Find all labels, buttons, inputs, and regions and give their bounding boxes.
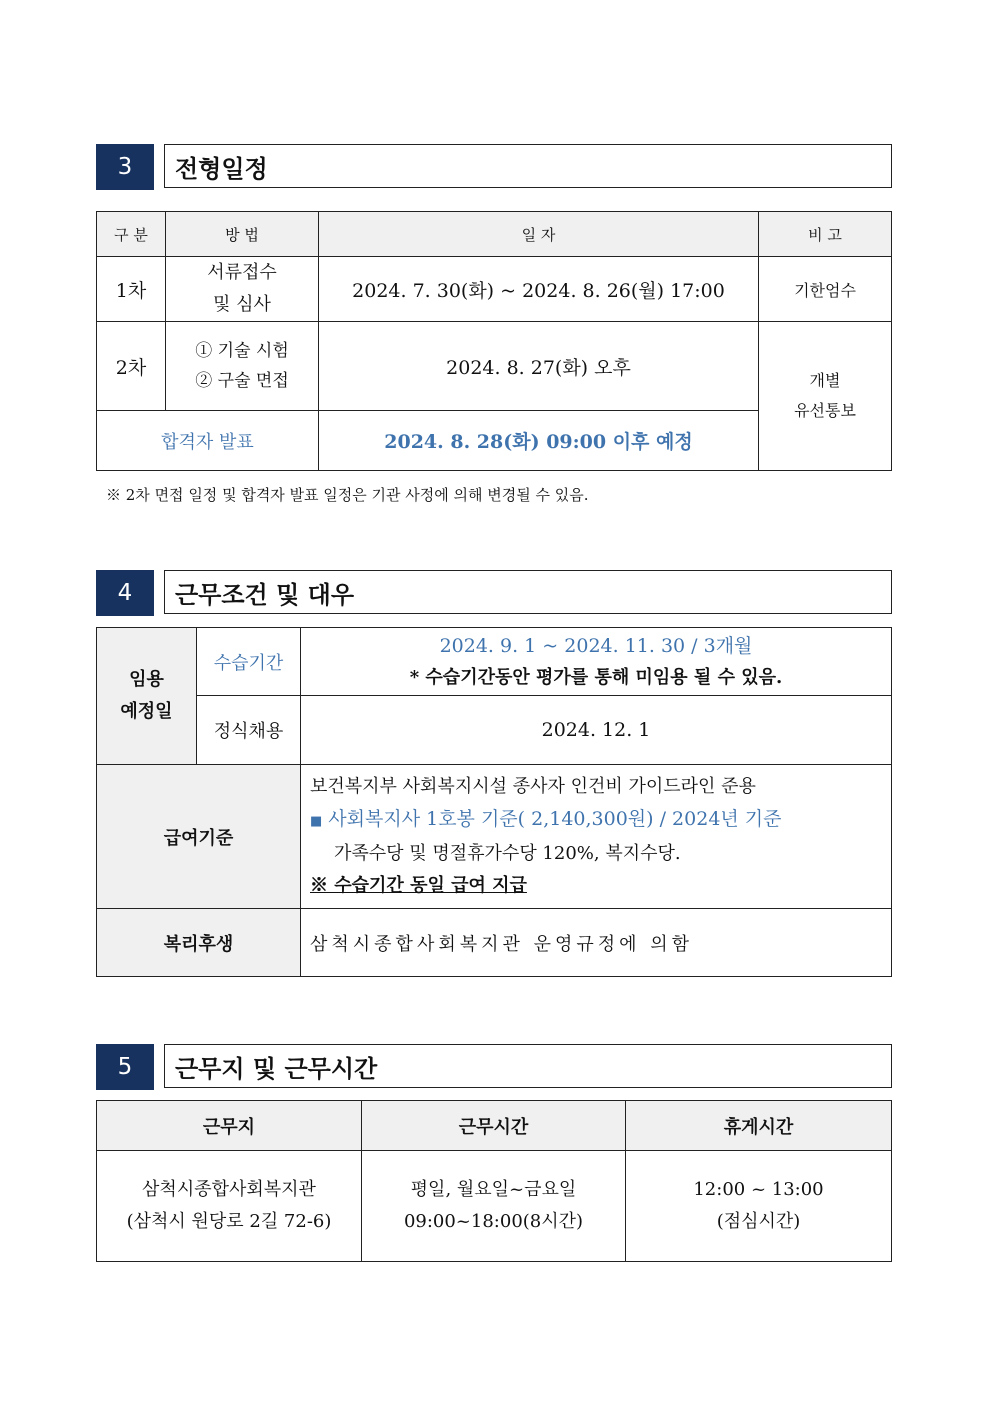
salary-line3: 가족수당 및 명절휴가수당 120%, 복지수당. [334, 843, 681, 864]
note-2 [759, 322, 892, 471]
appoint-date-label [97, 628, 197, 765]
stage-1: 1차 [97, 257, 166, 322]
salary-value [301, 765, 892, 909]
schedule-table [96, 211, 892, 471]
col-header-stage: 구 분 [97, 212, 166, 257]
method-2 [166, 322, 319, 411]
section-number: 4 [96, 570, 154, 616]
method-1-line2: 및 심사 [213, 294, 271, 315]
section-3-header [96, 144, 892, 190]
hours-line2: 09:00~18:00(8시간) [403, 1211, 584, 1232]
break-line1: 12:00 ~ 13:00 [693, 1179, 824, 1200]
col-header-note: 비 고 [759, 212, 892, 257]
regular-date: 2024. 12. 1 [301, 696, 892, 765]
stage-2: 2차 [97, 322, 166, 411]
section-title: 근무조건 및 대우 [164, 570, 892, 614]
method-2-line2: ② 구술 면접 [195, 371, 289, 391]
hours-value [362, 1151, 626, 1262]
date-1: 2024. 7. 30(화) ~ 2024. 8. 26(월) 17:00 [319, 257, 759, 322]
section-title: 전형일정 [164, 144, 892, 188]
salary-line2-text: 사회복지사 1호봉 기준( 2,140,300원) / 2024년 기준 [328, 808, 782, 830]
trial-value [301, 628, 892, 696]
method-1 [166, 257, 319, 322]
workplace-value [97, 1151, 362, 1262]
section-5-header [96, 1044, 892, 1090]
bullet-square-icon: ■ [310, 814, 323, 829]
hours-line1: 평일, 월요일~금요일 [410, 1179, 577, 1200]
trial-label: 수습기간 [197, 628, 301, 696]
section-number: 3 [96, 144, 154, 190]
method-2-line1: ① 기술 시험 [195, 341, 289, 361]
trial-note: * 수습기간동안 평가를 통해 미임용 될 수 있음. [409, 666, 783, 688]
trial-period: 2024. 9. 1 ~ 2024. 11. 30 / 3개월 [439, 634, 753, 657]
appoint-label-line1: 임용 [129, 669, 164, 690]
welfare-value: 삼척시종합사회복지관 운영규정에 의함 [301, 909, 892, 977]
salary-label: 급여기준 [97, 765, 301, 909]
section-number: 5 [96, 1044, 154, 1090]
note-2-line2: 유선통보 [794, 401, 856, 420]
break-value [626, 1151, 892, 1262]
note-2-line1: 개별 [809, 371, 841, 390]
workplace-table [96, 1100, 892, 1262]
date-2: 2024. 8. 27(화) 오후 [319, 322, 759, 411]
regular-label: 정식채용 [197, 696, 301, 765]
col-header-hours: 근무시간 [362, 1101, 626, 1151]
workplace-line2: (삼척시 원당로 2길 72-6) [126, 1211, 332, 1232]
salary-line4: ※ 수습기간 동일 급여 지급 [310, 875, 527, 896]
col-header-date: 일 자 [319, 212, 759, 257]
salary-line1: 보건복지부 사회복지시설 종사자 인건비 가이드라인 준용 [310, 776, 756, 797]
announce-date: 2024. 8. 28(화) 09:00 이후 예정 [319, 411, 759, 471]
col-header-break: 휴게시간 [626, 1101, 892, 1151]
conditions-table [96, 627, 892, 977]
section-title: 근무지 및 근무시간 [164, 1044, 892, 1088]
col-header-method: 방 법 [166, 212, 319, 257]
appoint-label-line2: 예정일 [120, 701, 173, 722]
salary-line2 [310, 803, 891, 838]
announce-label: 합격자 발표 [97, 411, 319, 471]
schedule-footnote: ※ 2차 면접 일정 및 합격자 발표 일정은 기관 사정에 의해 변경될 수 있음. [106, 486, 589, 504]
workplace-line1: 삼척시종합사회복지관 [142, 1179, 316, 1200]
break-line2: (점심시간) [716, 1211, 801, 1232]
welfare-label: 복리후생 [97, 909, 301, 977]
col-header-workplace: 근무지 [97, 1101, 362, 1151]
note-1: 기한엄수 [759, 257, 892, 322]
section-4-header [96, 570, 892, 616]
method-1-line1: 서류접수 [207, 262, 277, 283]
